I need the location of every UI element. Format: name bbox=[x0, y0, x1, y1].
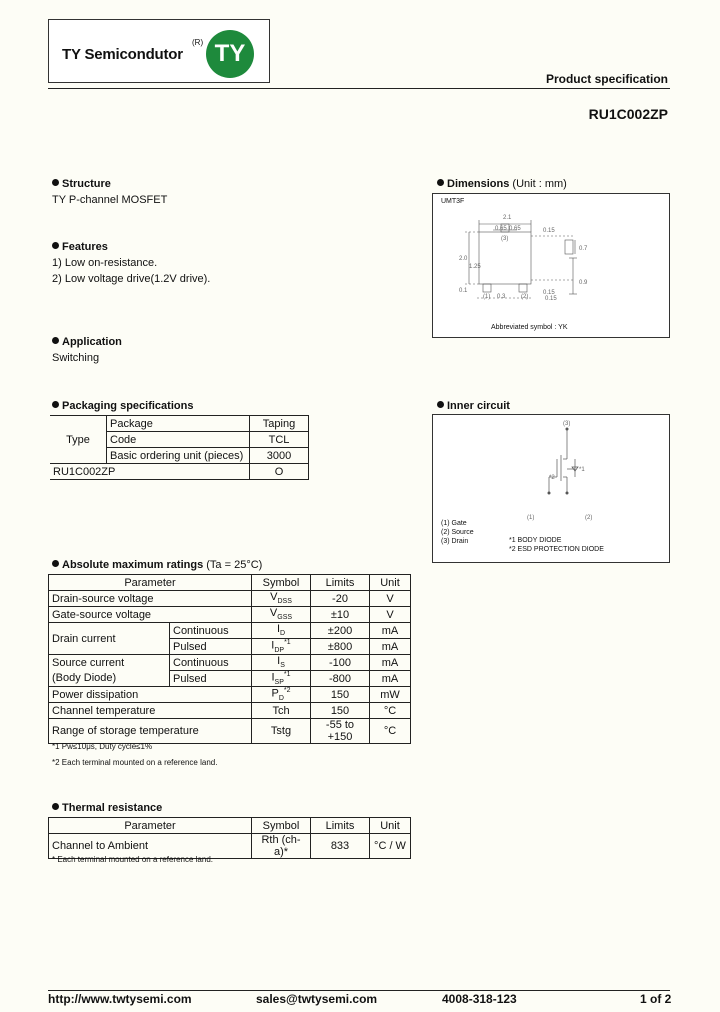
features-heading: Features bbox=[52, 241, 108, 253]
diode-notes: *1 BODY DIODE *2 ESD PROTECTION DIODE bbox=[509, 537, 604, 553]
gate-node bbox=[548, 492, 551, 495]
col-header: Limits bbox=[311, 575, 370, 591]
dim-label: 0.15 bbox=[545, 296, 557, 302]
dim-label: 0.15 bbox=[543, 228, 555, 234]
inner-circuit-diagram bbox=[432, 414, 670, 563]
code-label-cell: Code bbox=[107, 432, 250, 448]
dimensions-drawing bbox=[432, 193, 670, 338]
package-value-cell: Taping bbox=[250, 416, 309, 432]
dim-label: (2) bbox=[521, 294, 529, 300]
source-node bbox=[566, 492, 569, 495]
abs-max-table bbox=[48, 574, 411, 744]
col-header: Unit bbox=[370, 575, 411, 591]
package-label-cell: Package bbox=[107, 416, 250, 432]
dim-label: 0.7 bbox=[579, 246, 588, 252]
pin-list: (1) Gate (2) Source (3) Drain bbox=[441, 520, 474, 545]
thermal-table bbox=[48, 817, 411, 859]
table-row: Pulsed $I_{SP}^{*1}$ -800 mA bbox=[49, 671, 411, 687]
col-header: Symbol bbox=[252, 575, 311, 591]
ordering-unit-label-cell: Basic ordering unit (pieces) bbox=[107, 448, 250, 464]
col-header: Parameter bbox=[49, 575, 252, 591]
thermal-heading: Thermal resistance bbox=[52, 802, 162, 814]
dim-label: 0.1 bbox=[459, 288, 468, 294]
table-row: Drain current Continuous $I_D$ ±200 mA bbox=[49, 623, 411, 639]
application-heading: Application bbox=[52, 336, 122, 348]
abs-max-note: *2 Each terminal mounted on a reference land. bbox=[52, 758, 218, 767]
brand-name: TY Semicondutor bbox=[62, 46, 183, 63]
part-cell: RU1C002ZP bbox=[50, 464, 250, 480]
page-number: 1 of 2 bbox=[640, 992, 672, 1006]
dim-label: 2.1 bbox=[503, 215, 512, 221]
registered-mark: (R) bbox=[192, 38, 204, 47]
table-row: Pulsed $I_{DP}^{*1}$ ±800 mA bbox=[49, 639, 411, 655]
abs-max-note: *1 Pw≤10μs, Duty cycle≤1% bbox=[52, 742, 153, 751]
doc-type: Product specification bbox=[545, 72, 668, 86]
availability-mark-cell: O bbox=[250, 464, 309, 480]
dim-label: 2.0 bbox=[459, 256, 468, 262]
table-row: Channel to Ambient Rth (ch-a)* 833 °C / W bbox=[49, 834, 411, 859]
feature-item: 1) Low on-resistance. bbox=[52, 257, 158, 269]
email-link[interactable]: sales@twtysemi.com bbox=[256, 992, 378, 1006]
inner-circuit-heading: Inner circuit bbox=[437, 400, 510, 412]
table-row: Source current (Body Diode) Continuous $I_S$ -100 mA bbox=[49, 655, 411, 671]
website-link[interactable]: http://www.twtysemi.com bbox=[48, 992, 192, 1006]
table-header-row bbox=[49, 575, 411, 591]
package-label: UMT3F bbox=[441, 198, 465, 205]
packaging-table bbox=[50, 415, 309, 480]
feature-item: 2) Low voltage drive(1.2V drive). bbox=[52, 273, 211, 285]
abs-max-heading: Absolute maximum ratings (Ta = 25°C) bbox=[52, 559, 262, 571]
table-row: Channel temperature Tch 150 °C bbox=[49, 703, 411, 719]
dimensions-heading: Dimensions (Unit : mm) bbox=[437, 178, 567, 190]
header-divider bbox=[48, 88, 670, 89]
pin-label: *1 bbox=[579, 467, 585, 473]
pin-label: (3) bbox=[563, 421, 571, 427]
table-header-row: Parameter Symbol Limits Unit bbox=[49, 818, 411, 834]
phone-number: 4008-318-123 bbox=[442, 992, 517, 1006]
table-row bbox=[50, 416, 309, 432]
dim-label: (3) bbox=[501, 236, 509, 242]
structure-text: TY P-channel MOSFET bbox=[52, 194, 168, 206]
part-number: RU1C002ZP bbox=[588, 106, 668, 122]
dim-label: 0.65 bbox=[509, 226, 521, 232]
type-label: Type bbox=[50, 416, 107, 464]
drain-node bbox=[566, 428, 569, 431]
thermal-note: * Each terminal mounted on a reference land. bbox=[52, 855, 213, 864]
packaging-heading: Packaging specifications bbox=[52, 400, 193, 412]
abbreviated-symbol: Abbreviated symbol : YK bbox=[491, 324, 568, 331]
pin-label: (2) bbox=[585, 515, 593, 521]
package-outline-drawing bbox=[433, 194, 669, 337]
dim-label: 0.65 bbox=[495, 226, 507, 232]
table-row: Gate-source voltage $V_{GSS}$ ±10 V bbox=[49, 607, 411, 623]
pin-label: *2 bbox=[549, 475, 555, 481]
pin-label: (1) bbox=[527, 515, 535, 521]
code-value-cell: TCL bbox=[250, 432, 309, 448]
application-text: Switching bbox=[52, 352, 100, 364]
structure-heading: Structure bbox=[52, 178, 111, 190]
dim-label: 0.3 bbox=[497, 294, 506, 300]
dim-label: 0.15 bbox=[543, 290, 555, 296]
brand-logo: TY bbox=[206, 30, 254, 78]
table-row bbox=[50, 464, 309, 480]
footer-divider bbox=[48, 990, 670, 991]
ordering-unit-value-cell: 3000 bbox=[250, 448, 309, 464]
table-row: Range of storage temperature Tstg -55 to +150 °C bbox=[49, 719, 411, 744]
dim-label: 0.9 bbox=[579, 280, 588, 286]
dim-label: (1) bbox=[483, 294, 491, 300]
table-row: Power dissipation $P_D^{*2}$ 150 mW bbox=[49, 687, 411, 703]
dim-label: 1.25 bbox=[469, 264, 481, 270]
table-row: Drain-source voltage $V_{DSS}$ -20 V bbox=[49, 591, 411, 607]
